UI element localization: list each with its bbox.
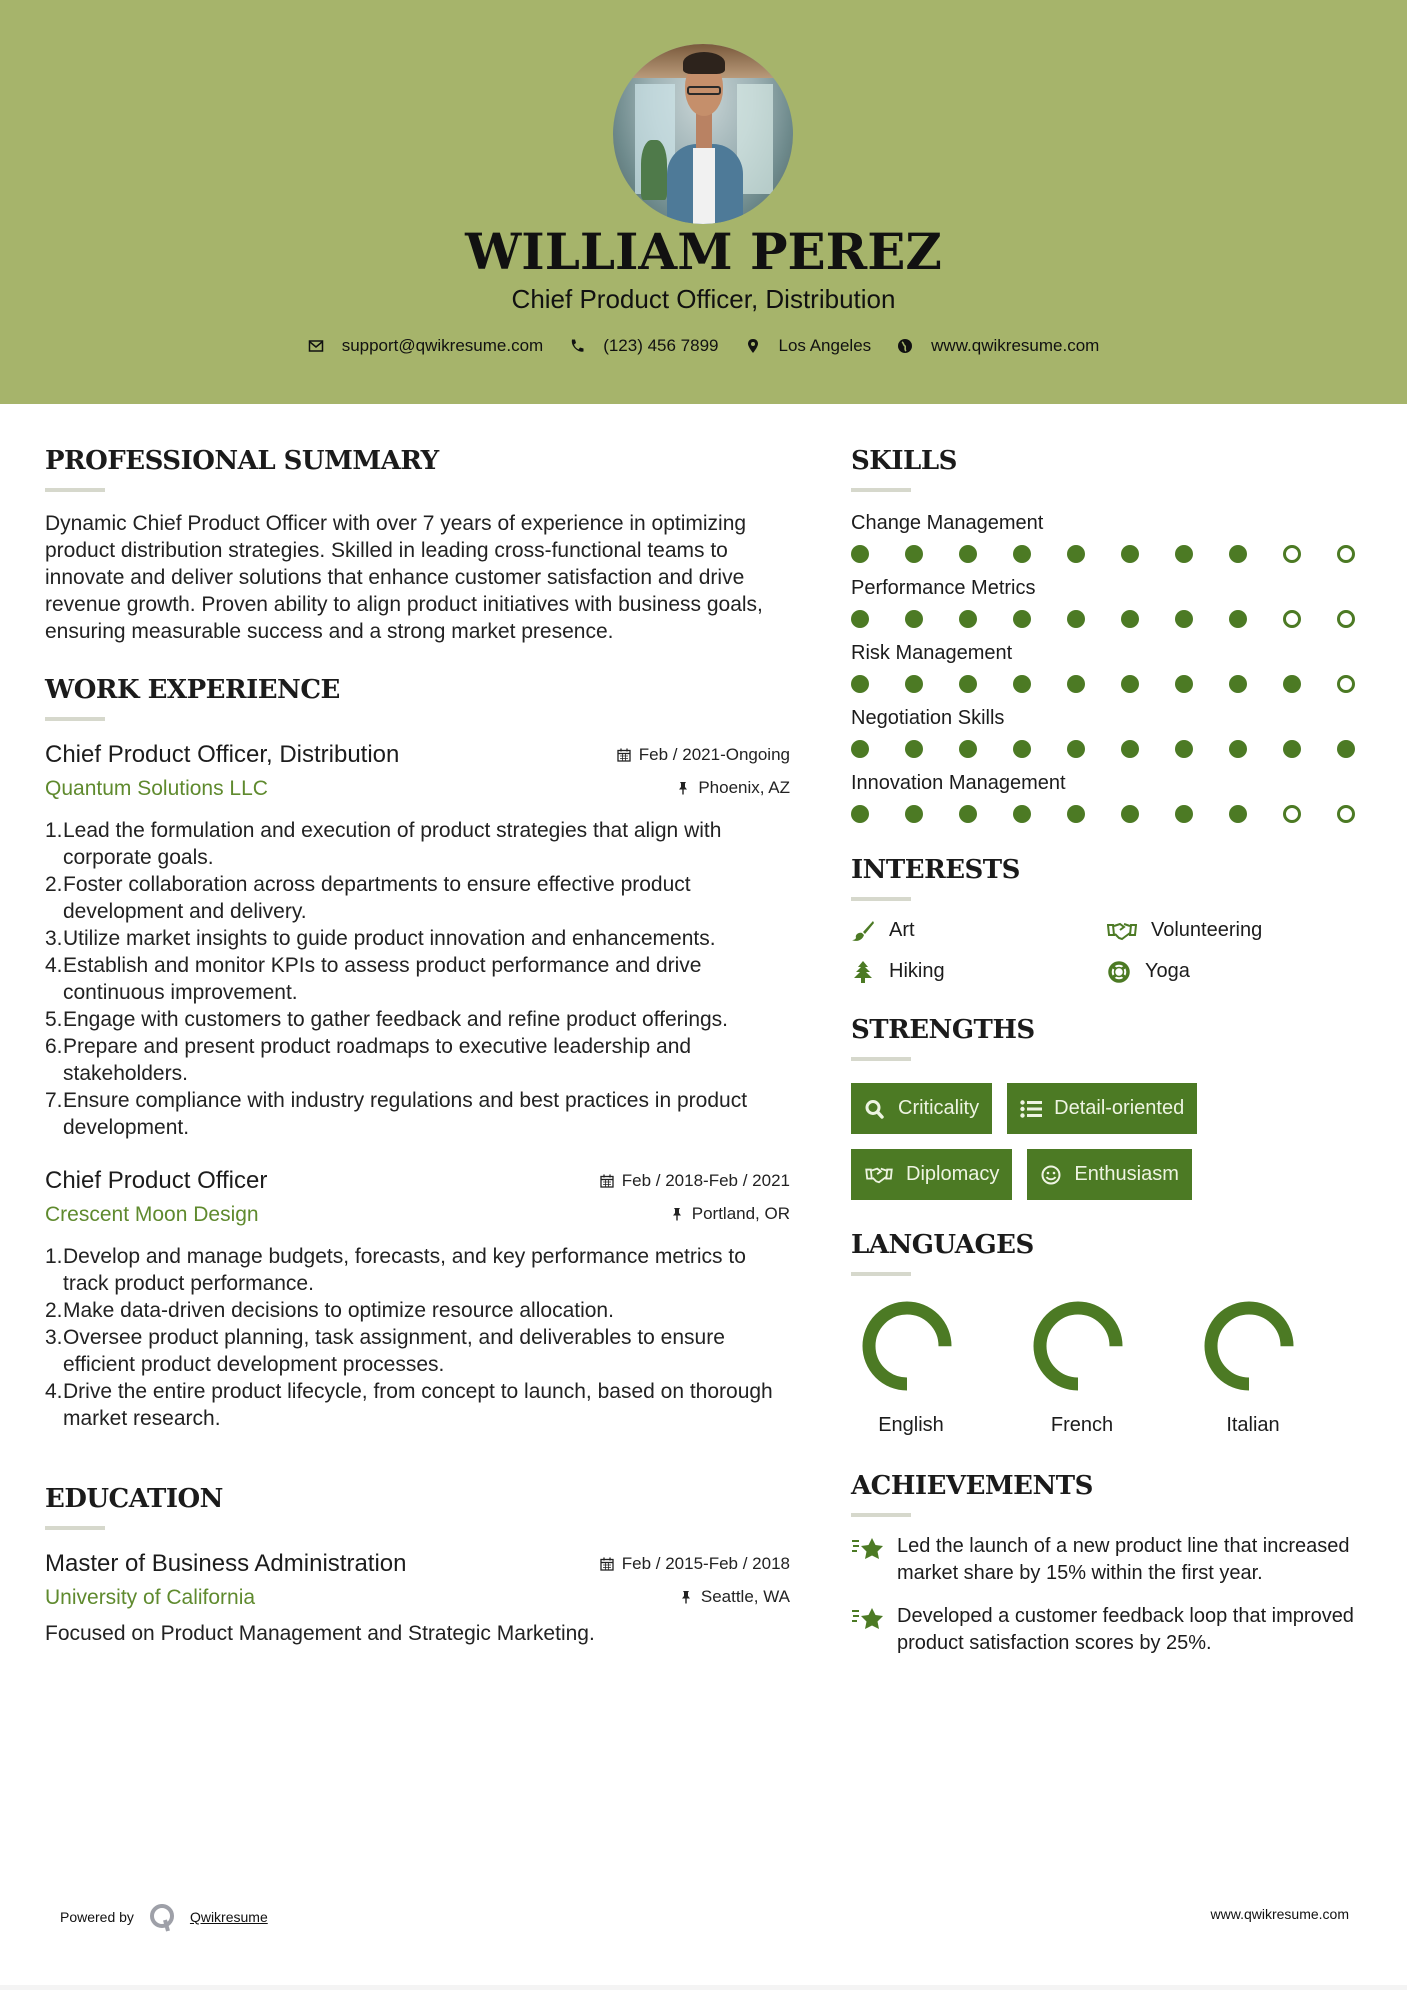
school-name: University of California bbox=[45, 1586, 256, 1609]
pushpin-icon bbox=[679, 1590, 693, 1604]
rating-dot-empty bbox=[1337, 675, 1355, 693]
skill-name: Risk Management bbox=[851, 642, 1013, 664]
rating-dot-filled bbox=[959, 740, 977, 758]
qwikresume-logo-icon bbox=[148, 1902, 178, 1932]
list-item: 3. Utilize market insights to guide product innovation and enhancements. bbox=[45, 927, 716, 950]
globe-icon bbox=[897, 338, 913, 354]
job-company: Quantum Solutions LLC bbox=[45, 777, 268, 800]
rating-dot-filled bbox=[851, 675, 869, 693]
language-name: English bbox=[878, 1414, 944, 1436]
pushpin-icon bbox=[670, 1207, 684, 1221]
skill-name: Innovation Management bbox=[851, 772, 1066, 794]
achievement-item: Developed a customer feedback loop that improved product satisfaction scores by 25%. bbox=[851, 1603, 1371, 1657]
contact-website-text: www.qwikresume.com bbox=[931, 336, 1100, 355]
skills-list bbox=[851, 512, 1371, 823]
education-heading: EDUCATION bbox=[45, 1484, 223, 1514]
section-divider bbox=[851, 1272, 911, 1276]
rating-dot-filled bbox=[1283, 740, 1301, 758]
rating-dot-filled bbox=[1067, 545, 1085, 563]
experience-heading: WORK EXPERIENCE bbox=[45, 675, 340, 705]
skill-row bbox=[851, 707, 1371, 758]
strengths-section bbox=[851, 1015, 1371, 1200]
interest-art: Art bbox=[851, 919, 1107, 942]
rating-dot-filled bbox=[1175, 805, 1193, 823]
rating-dot-filled bbox=[1175, 675, 1193, 693]
rating-dot-filled bbox=[959, 545, 977, 563]
language-progress-ring bbox=[1028, 1296, 1128, 1396]
rating-dot-filled bbox=[1013, 805, 1031, 823]
smile-icon bbox=[1040, 1165, 1062, 1185]
rating-dot-filled bbox=[905, 545, 923, 563]
rating-dot-empty bbox=[1337, 805, 1355, 823]
strength-tag: Detail-oriented bbox=[1007, 1083, 1197, 1134]
rating-dot-empty bbox=[1283, 610, 1301, 628]
list-item: 5. Engage with customers to gather feedback and refine product offerings. bbox=[45, 1008, 729, 1031]
rating-dot-filled bbox=[1121, 675, 1139, 693]
contact-website[interactable] bbox=[897, 336, 1099, 356]
language-name: Italian bbox=[1226, 1414, 1280, 1436]
rating-dot-filled bbox=[1013, 675, 1031, 693]
language-item bbox=[851, 1296, 1022, 1437]
list-item: 4. Drive the entire product lifecycle, from concept to launch, based on thorough market research. bbox=[45, 1380, 773, 1430]
rating-dot-filled bbox=[1121, 740, 1139, 758]
rating-dot-filled bbox=[905, 610, 923, 628]
summary-section bbox=[45, 446, 790, 645]
skills-heading: SKILLS bbox=[851, 446, 957, 476]
achievements-heading: ACHIEVEMENTS bbox=[851, 1471, 1093, 1501]
strengths-heading: STRENGTHS bbox=[851, 1015, 1035, 1045]
section-divider bbox=[851, 488, 911, 492]
rating-dot-filled bbox=[1175, 740, 1193, 758]
page-bottom-edge bbox=[0, 1985, 1407, 1990]
section-divider bbox=[851, 1513, 911, 1517]
contact-phone-text: (123) 456 7899 bbox=[603, 336, 719, 355]
resume-header bbox=[0, 0, 1407, 404]
language-name: French bbox=[1050, 1414, 1114, 1436]
rating-dot-filled bbox=[1013, 545, 1031, 563]
rating-dot-filled bbox=[1283, 675, 1301, 693]
rating-dot-filled bbox=[1229, 610, 1247, 628]
skill-name: Change Management bbox=[851, 512, 1044, 534]
calendar-icon bbox=[600, 1557, 614, 1571]
search-icon bbox=[864, 1099, 886, 1119]
education-section bbox=[45, 1484, 790, 1647]
rating-dot-filled bbox=[1067, 610, 1085, 628]
job-location: Portland, OR bbox=[670, 1204, 790, 1224]
job-date: Feb / 2018-Feb / 2021 bbox=[600, 1171, 790, 1191]
envelope-icon bbox=[308, 338, 324, 354]
degree-title: Master of Business Administration bbox=[45, 1550, 407, 1577]
strength-tag: Criticality bbox=[851, 1083, 992, 1134]
footer-powered-by: Powered by Qwikresume bbox=[60, 1902, 268, 1932]
section-divider bbox=[851, 897, 911, 901]
skill-rating bbox=[851, 610, 1355, 628]
job-entry bbox=[45, 741, 790, 1141]
shooting-star-icon bbox=[851, 1535, 885, 1563]
rating-dot-filled bbox=[1013, 740, 1031, 758]
profile-photo bbox=[613, 44, 793, 224]
rating-dot-filled bbox=[851, 805, 869, 823]
qwikresume-link[interactable]: Qwikresume bbox=[189, 1909, 268, 1925]
achievement-item: Led the launch of a new product line that increased market share by 15% within the first year. bbox=[851, 1533, 1371, 1587]
skill-name: Performance Metrics bbox=[851, 577, 1036, 599]
list-item: 6. Prepare and present product roadmaps to executive leadership and stakeholders. bbox=[45, 1035, 692, 1085]
left-column bbox=[45, 404, 790, 1647]
languages-heading: LANGUAGES bbox=[851, 1230, 1034, 1260]
language-progress-ring bbox=[857, 1296, 957, 1396]
section-divider bbox=[851, 1057, 911, 1061]
handshake-icon bbox=[1107, 920, 1137, 942]
skill-name: Negotiation Skills bbox=[851, 707, 1005, 729]
rating-dot-filled bbox=[1121, 805, 1139, 823]
language-item bbox=[1022, 1296, 1193, 1437]
skill-rating bbox=[851, 740, 1355, 758]
strength-tag: Enthusiasm bbox=[1027, 1149, 1192, 1200]
list-item: 2. Foster collaboration across departments to ensure effective product development and delivery. bbox=[45, 873, 691, 923]
rating-dot-filled bbox=[1175, 545, 1193, 563]
rating-dot-filled bbox=[1229, 740, 1247, 758]
rating-dot-filled bbox=[1121, 610, 1139, 628]
list-icon bbox=[1020, 1099, 1042, 1119]
rating-dot-filled bbox=[1337, 740, 1355, 758]
achievements-section bbox=[851, 1471, 1371, 1657]
handshake-icon bbox=[864, 1165, 894, 1185]
strength-tag: Diplomacy bbox=[851, 1149, 1012, 1200]
pushpin-icon bbox=[676, 781, 690, 795]
candidate-name: WILLIAM PEREZ bbox=[465, 222, 942, 281]
list-item: 3. Oversee product planning, task assignment, and deliverables to ensure efficient product development processes. bbox=[45, 1326, 725, 1376]
rating-dot-filled bbox=[1229, 545, 1247, 563]
rating-dot-empty bbox=[1337, 545, 1355, 563]
skill-row bbox=[851, 772, 1371, 823]
contact-email-text: support@qwikresume.com bbox=[341, 336, 544, 355]
rating-dot-filled bbox=[1175, 610, 1193, 628]
job-company: Crescent Moon Design bbox=[45, 1203, 259, 1226]
contact-location bbox=[745, 336, 872, 356]
rating-dot-filled bbox=[959, 610, 977, 628]
language-progress-ring bbox=[1199, 1296, 1299, 1396]
section-divider bbox=[45, 488, 105, 492]
skill-rating bbox=[851, 675, 1355, 693]
job-title: Chief Product Officer, Distribution bbox=[45, 741, 400, 768]
rating-dot-filled bbox=[851, 545, 869, 563]
rating-dot-filled bbox=[1067, 740, 1085, 758]
paint-brush-icon bbox=[851, 920, 875, 942]
rating-dot-filled bbox=[905, 805, 923, 823]
footer-url[interactable]: www.qwikresume.com bbox=[1210, 1906, 1349, 1922]
interests-heading: INTERESTS bbox=[851, 855, 1020, 885]
contact-location-text: Los Angeles bbox=[778, 336, 872, 355]
languages-list bbox=[851, 1296, 1371, 1437]
section-divider bbox=[45, 717, 105, 721]
contact-bar bbox=[0, 336, 1407, 356]
rating-dot-filled bbox=[959, 805, 977, 823]
list-item: 7. Ensure compliance with industry regulations and best practices in product development. bbox=[45, 1089, 748, 1139]
job-date: Feb / 2021-Ongoing bbox=[617, 745, 790, 765]
education-description: Focused on Product Management and Strategic Marketing. bbox=[45, 1622, 595, 1645]
rating-dot-filled bbox=[1121, 545, 1139, 563]
rating-dot-filled bbox=[851, 740, 869, 758]
skill-rating bbox=[851, 545, 1355, 563]
rating-dot-filled bbox=[851, 610, 869, 628]
rating-dot-filled bbox=[1229, 675, 1247, 693]
interests-section bbox=[851, 855, 1371, 983]
summary-text: Dynamic Chief Product Officer with over 7 years of experience in optimizing product distribution strategies. Skilled in leading cross-functional teams to innovate and deliver solutions that enhance customer satisfaction and drive revenue growth. Proven ability to align product initiatives with business goals, ensuring measurable success and a strong market presence. bbox=[45, 512, 763, 643]
rating-dot-filled bbox=[1013, 610, 1031, 628]
rating-dot-filled bbox=[905, 740, 923, 758]
education-location: Seattle, WA bbox=[679, 1587, 790, 1607]
list-item: 1. Develop and manage budgets, forecasts, and key performance metrics to track product performance. bbox=[45, 1245, 746, 1295]
rating-dot-empty bbox=[1283, 545, 1301, 563]
contact-email[interactable] bbox=[308, 336, 544, 356]
language-item bbox=[1193, 1296, 1364, 1437]
rating-dot-filled bbox=[1067, 805, 1085, 823]
section-divider bbox=[45, 1526, 105, 1530]
contact-phone[interactable] bbox=[569, 336, 718, 356]
shooting-star-icon bbox=[851, 1605, 885, 1633]
rating-dot-filled bbox=[1067, 675, 1085, 693]
interest-yoga: Yoga bbox=[1107, 960, 1363, 983]
languages-section bbox=[851, 1230, 1371, 1437]
list-item: 2. Make data-driven decisions to optimize resource allocation. bbox=[45, 1299, 614, 1322]
education-date: Feb / 2015-Feb / 2018 bbox=[600, 1554, 790, 1574]
candidate-title: Chief Product Officer, Distribution bbox=[511, 284, 896, 314]
rating-dot-filled bbox=[1229, 805, 1247, 823]
job-bullets bbox=[45, 1243, 790, 1432]
job-title: Chief Product Officer bbox=[45, 1167, 268, 1194]
list-item: 1. Lead the formulation and execution of product strategies that align with corporate goals. bbox=[45, 819, 722, 869]
job-location: Phoenix, AZ bbox=[676, 778, 790, 798]
skills-section bbox=[851, 446, 1371, 823]
rating-dot-filled bbox=[959, 675, 977, 693]
rating-dot-empty bbox=[1283, 805, 1301, 823]
rating-dot-filled bbox=[905, 675, 923, 693]
skill-row bbox=[851, 512, 1371, 563]
rating-dot-empty bbox=[1337, 610, 1355, 628]
calendar-icon bbox=[617, 748, 631, 762]
skill-row bbox=[851, 642, 1371, 693]
summary-heading: PROFESSIONAL SUMMARY bbox=[45, 446, 439, 476]
experience-section bbox=[45, 675, 790, 1432]
map-marker-icon bbox=[745, 338, 761, 354]
phone-icon bbox=[569, 338, 585, 354]
interest-hiking: Hiking bbox=[851, 960, 1107, 983]
calendar-icon bbox=[600, 1174, 614, 1188]
right-column bbox=[851, 404, 1371, 1657]
skill-row bbox=[851, 577, 1371, 628]
list-item: 4. Establish and monitor KPIs to assess product performance and drive continuous improvement. bbox=[45, 954, 702, 1004]
skill-rating bbox=[851, 805, 1355, 823]
life-ring-icon bbox=[1107, 961, 1131, 983]
interest-volunteering: Volunteering bbox=[1107, 919, 1363, 942]
job-bullets bbox=[45, 817, 790, 1141]
tree-icon bbox=[851, 961, 875, 983]
job-entry bbox=[45, 1167, 790, 1432]
